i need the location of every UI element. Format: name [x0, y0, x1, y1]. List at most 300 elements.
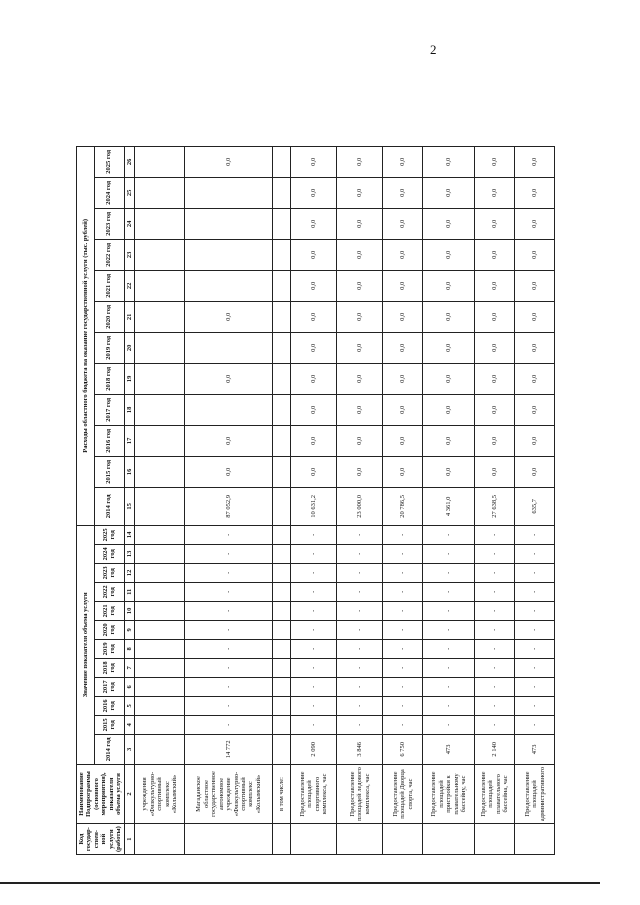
cell-expense — [273, 208, 291, 239]
cell-expense: 0,0 — [475, 456, 515, 487]
cell-expense: 0,0 — [423, 208, 475, 239]
cell-volume — [273, 544, 291, 563]
cell-expense: 0,0 — [423, 425, 475, 456]
cell-volume: - — [475, 715, 515, 734]
column-number-16: 16 — [124, 456, 134, 487]
column-number-12: 12 — [124, 563, 134, 582]
cell-volume — [273, 601, 291, 620]
header-year-volume-1: 2015 год — [94, 715, 124, 734]
cell-volume: - — [185, 696, 273, 715]
table-row — [185, 146, 273, 854]
column-number-11: 11 — [124, 582, 134, 601]
column-number-14: 14 — [124, 525, 134, 544]
cell-name: Предоставление площадей пристройки к плавательному бассейну, час — [423, 764, 475, 823]
cell-name: Предоставление площадей Дворца спорта, час — [383, 764, 423, 823]
header-year-expense-9: 2023 год — [94, 208, 124, 239]
cell-expense: 0,0 — [475, 394, 515, 425]
column-number-17: 17 — [124, 425, 134, 456]
cell-expense: 0,0 — [337, 270, 383, 301]
header-year-expense-5: 2019 год — [94, 332, 124, 363]
cell-volume: - — [475, 525, 515, 544]
cell-volume: - — [337, 658, 383, 677]
cell-expense: 0,0 — [383, 239, 423, 270]
cell-volume — [273, 639, 291, 658]
cell-volume: - — [383, 658, 423, 677]
header-code: Код государ-ствен-ной услуги (работы) — [77, 824, 125, 855]
cell-expense — [135, 239, 185, 270]
bottom-rule — [0, 882, 600, 884]
cell-volume: - — [185, 582, 273, 601]
cell-volume — [273, 677, 291, 696]
header-row-years — [94, 146, 124, 854]
cell-volume: - — [423, 677, 475, 696]
cell-expense: 0,0 — [515, 270, 555, 301]
cell-volume: - — [383, 639, 423, 658]
cell-expense — [273, 146, 291, 177]
header-year-volume-0: 2014 год — [94, 734, 124, 764]
cell-expense: 0,0 — [383, 146, 423, 177]
cell-volume: - — [337, 582, 383, 601]
cell-expense: 0,0 — [423, 332, 475, 363]
cell-volume: - — [291, 715, 337, 734]
cell-volume: - — [475, 696, 515, 715]
cell-volume: - — [515, 658, 555, 677]
header-year-volume-9: 2023 год — [94, 563, 124, 582]
header-year-expense-7: 2021 год — [94, 270, 124, 301]
cell-volume — [135, 582, 185, 601]
cell-volume: - — [185, 677, 273, 696]
cell-expense: 0,0 — [337, 456, 383, 487]
cell-expense: 0,0 — [337, 332, 383, 363]
cell-volume — [273, 715, 291, 734]
cell-volume — [135, 544, 185, 563]
header-year-volume-2: 2016 год — [94, 696, 124, 715]
header-year-volume-3: 2017 год — [94, 677, 124, 696]
cell-expense — [135, 332, 185, 363]
table-row — [273, 146, 291, 854]
cell-volume: 473 — [423, 734, 475, 764]
cell-volume: - — [291, 620, 337, 639]
cell-volume: 2 140 — [475, 734, 515, 764]
cell-code — [291, 824, 337, 855]
cell-volume: - — [291, 601, 337, 620]
cell-expense — [135, 177, 185, 208]
cell-name: Предоставление площадей административного — [515, 764, 555, 823]
cell-expense: 0,0 — [423, 270, 475, 301]
cell-volume — [273, 658, 291, 677]
cell-volume: - — [515, 544, 555, 563]
cell-expense — [185, 394, 273, 425]
header-year-volume-4: 2018 год — [94, 658, 124, 677]
cell-volume: - — [515, 639, 555, 658]
cell-expense — [135, 487, 185, 525]
cell-expense: 0,0 — [291, 270, 337, 301]
cell-volume: 3 846 — [337, 734, 383, 764]
cell-expense: 0,0 — [185, 425, 273, 456]
column-number-1: 1 — [124, 824, 134, 855]
column-number-13: 13 — [124, 544, 134, 563]
cell-expense: 0,0 — [475, 425, 515, 456]
cell-expense: 0,0 — [515, 332, 555, 363]
cell-expense: 0,0 — [291, 208, 337, 239]
table-row — [291, 146, 337, 854]
cell-expense: 10 631,2 — [291, 487, 337, 525]
header-year-expense-1: 2015 год — [94, 456, 124, 487]
cell-volume: - — [185, 563, 273, 582]
cell-volume: 2 090 — [291, 734, 337, 764]
cell-expense: 27 638,5 — [475, 487, 515, 525]
header-row-groups — [77, 146, 95, 854]
cell-volume: - — [475, 563, 515, 582]
cell-expense: 0,0 — [185, 456, 273, 487]
cell-expense: 0,0 — [383, 270, 423, 301]
column-number-7: 7 — [124, 658, 134, 677]
cell-name: Предоставление площадей плавательного бассейна, час — [475, 764, 515, 823]
cell-expense: 0,0 — [475, 270, 515, 301]
cell-expense — [273, 363, 291, 394]
cell-expense — [273, 487, 291, 525]
cell-volume: - — [515, 620, 555, 639]
cell-expense: 0,0 — [337, 301, 383, 332]
cell-volume — [135, 734, 185, 764]
table-row — [423, 146, 475, 854]
cell-volume: - — [515, 601, 555, 620]
cell-expense: 0,0 — [475, 363, 515, 394]
cell-expense — [273, 456, 291, 487]
cell-expense: 0,0 — [291, 363, 337, 394]
column-number-22: 22 — [124, 270, 134, 301]
cell-volume: - — [185, 658, 273, 677]
cell-volume: - — [337, 639, 383, 658]
column-number-24: 24 — [124, 208, 134, 239]
cell-expense: 0,0 — [383, 425, 423, 456]
cell-expense: 635,7 — [515, 487, 555, 525]
cell-code — [273, 824, 291, 855]
cell-expense — [273, 394, 291, 425]
cell-volume: - — [475, 658, 515, 677]
cell-volume: 473 — [515, 734, 555, 764]
cell-volume: - — [185, 715, 273, 734]
cell-expense: 0,0 — [515, 394, 555, 425]
cell-code — [515, 824, 555, 855]
page-number: 2 — [430, 42, 437, 57]
cell-expense: 23 000,0 — [337, 487, 383, 525]
cell-volume: - — [515, 563, 555, 582]
cell-volume: - — [423, 658, 475, 677]
table-row — [515, 146, 555, 854]
cell-volume: - — [337, 525, 383, 544]
cell-expense: 0,0 — [383, 301, 423, 332]
cell-volume: - — [337, 601, 383, 620]
cell-expense: 0,0 — [291, 177, 337, 208]
cell-volume: - — [423, 544, 475, 563]
cell-expense: 0,0 — [515, 146, 555, 177]
cell-name: Предоставление площадей спортивного комплекса, час — [291, 764, 337, 823]
cell-expense: 0,0 — [291, 146, 337, 177]
header-year-expense-6: 2020 год — [94, 301, 124, 332]
cell-expense — [135, 363, 185, 394]
cell-expense — [135, 208, 185, 239]
cell-expense: 0,0 — [291, 394, 337, 425]
cell-expense: 0,0 — [423, 301, 475, 332]
cell-volume — [135, 601, 185, 620]
cell-code — [185, 824, 273, 855]
cell-volume: - — [291, 525, 337, 544]
cell-expense: 0,0 — [475, 301, 515, 332]
header-year-volume-10: 2024 год — [94, 544, 124, 563]
cell-volume: - — [515, 715, 555, 734]
cell-code — [383, 824, 423, 855]
cell-volume: - — [291, 639, 337, 658]
column-number-23: 23 — [124, 239, 134, 270]
cell-volume: - — [475, 639, 515, 658]
cell-expense: 4 361,0 — [423, 487, 475, 525]
column-number-5: 5 — [124, 696, 134, 715]
cell-expense: 0,0 — [475, 177, 515, 208]
cell-expense: 0,0 — [291, 301, 337, 332]
cell-expense: 0,0 — [337, 177, 383, 208]
table-row — [475, 146, 515, 854]
cell-volume: - — [383, 620, 423, 639]
cell-volume: - — [291, 658, 337, 677]
cell-code — [423, 824, 475, 855]
header-year-volume-5: 2019 год — [94, 639, 124, 658]
cell-expense: 0,0 — [291, 456, 337, 487]
cell-expense: 0,0 — [515, 239, 555, 270]
cell-volume — [273, 734, 291, 764]
cell-volume: - — [383, 544, 423, 563]
header-year-expense-10: 2024 год — [94, 177, 124, 208]
cell-expense: 0,0 — [515, 456, 555, 487]
cell-volume: - — [291, 544, 337, 563]
cell-expense — [135, 146, 185, 177]
column-number-15: 15 — [124, 487, 134, 525]
header-year-volume-7: 2021 год — [94, 601, 124, 620]
cell-expense — [135, 301, 185, 332]
cell-volume: 14 772 — [185, 734, 273, 764]
cell-name: в том числе: — [273, 764, 291, 823]
cell-volume: - — [475, 620, 515, 639]
cell-expense: 0,0 — [337, 363, 383, 394]
cell-expense: 0,0 — [383, 456, 423, 487]
cell-expense — [273, 177, 291, 208]
header-row-numbers — [124, 146, 134, 854]
cell-expense: 0,0 — [383, 363, 423, 394]
cell-expense: 0,0 — [383, 332, 423, 363]
cell-volume — [135, 715, 185, 734]
cell-volume: - — [515, 525, 555, 544]
cell-expense: 0,0 — [383, 394, 423, 425]
cell-volume: - — [475, 582, 515, 601]
cell-volume — [273, 582, 291, 601]
cell-volume: - — [383, 582, 423, 601]
cell-expense: 0,0 — [337, 208, 383, 239]
cell-volume: - — [423, 696, 475, 715]
cell-volume — [135, 677, 185, 696]
cell-volume: - — [291, 696, 337, 715]
cell-expense: 0,0 — [423, 177, 475, 208]
cell-volume: - — [423, 582, 475, 601]
cell-expense — [135, 270, 185, 301]
column-number-10: 10 — [124, 601, 134, 620]
cell-expense — [185, 239, 273, 270]
column-number-6: 6 — [124, 677, 134, 696]
column-number-20: 20 — [124, 332, 134, 363]
cell-volume: - — [515, 582, 555, 601]
cell-expense: 0,0 — [423, 394, 475, 425]
cell-volume: - — [383, 715, 423, 734]
cell-volume — [273, 620, 291, 639]
cell-expense: 0,0 — [423, 239, 475, 270]
table-row — [337, 146, 383, 854]
header-volume-group: Значение показателя объема услуги — [77, 525, 95, 764]
cell-expense — [135, 425, 185, 456]
table-row — [135, 146, 185, 854]
cell-volume: - — [185, 639, 273, 658]
cell-volume: - — [515, 696, 555, 715]
cell-volume — [135, 620, 185, 639]
cell-volume: - — [291, 563, 337, 582]
cell-expense: 0,0 — [291, 239, 337, 270]
cell-volume: - — [383, 677, 423, 696]
cell-volume — [273, 525, 291, 544]
cell-expense: 0,0 — [515, 177, 555, 208]
cell-expense — [135, 456, 185, 487]
column-number-21: 21 — [124, 301, 134, 332]
cell-volume: - — [383, 601, 423, 620]
cell-expense — [185, 270, 273, 301]
cell-volume: - — [423, 563, 475, 582]
header-expense-group: Расходы областного бюджета на оказание государственной услуги (тыс. рублей) — [77, 146, 95, 525]
cell-volume: - — [475, 601, 515, 620]
cell-volume: - — [383, 696, 423, 715]
cell-volume: - — [337, 544, 383, 563]
cell-expense: 0,0 — [337, 239, 383, 270]
cell-expense: 0,0 — [291, 425, 337, 456]
cell-volume — [273, 696, 291, 715]
cell-volume: - — [515, 677, 555, 696]
cell-code — [337, 824, 383, 855]
cell-volume: - — [185, 601, 273, 620]
cell-expense — [273, 270, 291, 301]
column-number-26: 26 — [124, 146, 134, 177]
cell-expense: 0,0 — [383, 177, 423, 208]
cell-volume: - — [423, 639, 475, 658]
cell-volume: - — [383, 563, 423, 582]
cell-volume: - — [291, 677, 337, 696]
cell-expense: 0,0 — [337, 146, 383, 177]
cell-expense: 0,0 — [475, 332, 515, 363]
cell-volume — [135, 563, 185, 582]
cell-expense: 0,0 — [337, 425, 383, 456]
cell-volume: - — [423, 525, 475, 544]
cell-expense: 0,0 — [423, 146, 475, 177]
cell-expense — [273, 301, 291, 332]
cell-expense — [135, 394, 185, 425]
column-number-25: 25 — [124, 177, 134, 208]
header-year-expense-2: 2016 год — [94, 425, 124, 456]
cell-expense: 0,0 — [423, 456, 475, 487]
cell-name: учреждения «Физкультурно-спортивный комплекс «Колымский» — [135, 764, 185, 823]
cell-expense: 0,0 — [185, 146, 273, 177]
cell-volume: - — [185, 544, 273, 563]
table-row — [383, 146, 423, 854]
cell-name: Предоставление площадей ледового комплекса, час — [337, 764, 383, 823]
column-number-18: 18 — [124, 394, 134, 425]
cell-name: Магаданское областное государственное автономное учреждение «Физкультурно-спортивный комплекс «Колымский» — [185, 764, 273, 823]
column-number-4: 4 — [124, 715, 134, 734]
cell-volume: - — [291, 582, 337, 601]
cell-expense: 87 052,9 — [185, 487, 273, 525]
cell-volume: - — [337, 563, 383, 582]
cell-expense: 0,0 — [475, 239, 515, 270]
cell-expense — [273, 332, 291, 363]
cell-volume: 6 750 — [383, 734, 423, 764]
cell-expense: 0,0 — [515, 301, 555, 332]
cell-expense: 0,0 — [515, 425, 555, 456]
cell-volume: - — [423, 715, 475, 734]
cell-volume — [135, 639, 185, 658]
column-number-8: 8 — [124, 639, 134, 658]
header-year-volume-11: 2025 год — [94, 525, 124, 544]
column-number-3: 3 — [124, 734, 134, 764]
cell-volume: - — [475, 544, 515, 563]
cell-expense: 20 786,5 — [383, 487, 423, 525]
cell-expense: 0,0 — [515, 363, 555, 394]
cell-expense: 0,0 — [291, 332, 337, 363]
cell-expense: 0,0 — [515, 208, 555, 239]
header-year-expense-3: 2017 год — [94, 394, 124, 425]
cell-expense: 0,0 — [337, 394, 383, 425]
cell-volume: - — [337, 696, 383, 715]
cell-expense: 0,0 — [185, 363, 273, 394]
cell-expense — [273, 239, 291, 270]
cell-volume: - — [337, 715, 383, 734]
column-number-2: 2 — [124, 764, 134, 823]
cell-volume — [135, 525, 185, 544]
header-year-expense-4: 2018 год — [94, 363, 124, 394]
cell-volume: - — [423, 601, 475, 620]
cell-volume: - — [185, 620, 273, 639]
cell-expense — [185, 208, 273, 239]
header-year-expense-0: 2014 год — [94, 487, 124, 525]
cell-volume: - — [475, 677, 515, 696]
cell-expense — [185, 332, 273, 363]
cell-volume: - — [337, 620, 383, 639]
cell-volume — [135, 696, 185, 715]
cell-volume: - — [185, 525, 273, 544]
header-year-expense-11: 2025 год — [94, 146, 124, 177]
cell-code — [135, 824, 185, 855]
header-year-expense-8: 2022 год — [94, 239, 124, 270]
header-year-volume-6: 2020 год — [94, 620, 124, 639]
services-table — [76, 146, 555, 855]
cell-volume — [135, 658, 185, 677]
cell-volume: - — [383, 525, 423, 544]
cell-expense — [185, 177, 273, 208]
cell-expense: 0,0 — [423, 363, 475, 394]
cell-expense: 0,0 — [185, 301, 273, 332]
cell-expense — [273, 425, 291, 456]
header-name: Наименование Подпрограммы (основного мероприятия), показателя объема услуги — [77, 764, 125, 823]
header-year-volume-8: 2022 год — [94, 582, 124, 601]
cell-volume: - — [337, 677, 383, 696]
column-number-19: 19 — [124, 363, 134, 394]
cell-expense: 0,0 — [475, 208, 515, 239]
column-number-9: 9 — [124, 620, 134, 639]
cell-expense: 0,0 — [475, 146, 515, 177]
cell-code — [475, 824, 515, 855]
